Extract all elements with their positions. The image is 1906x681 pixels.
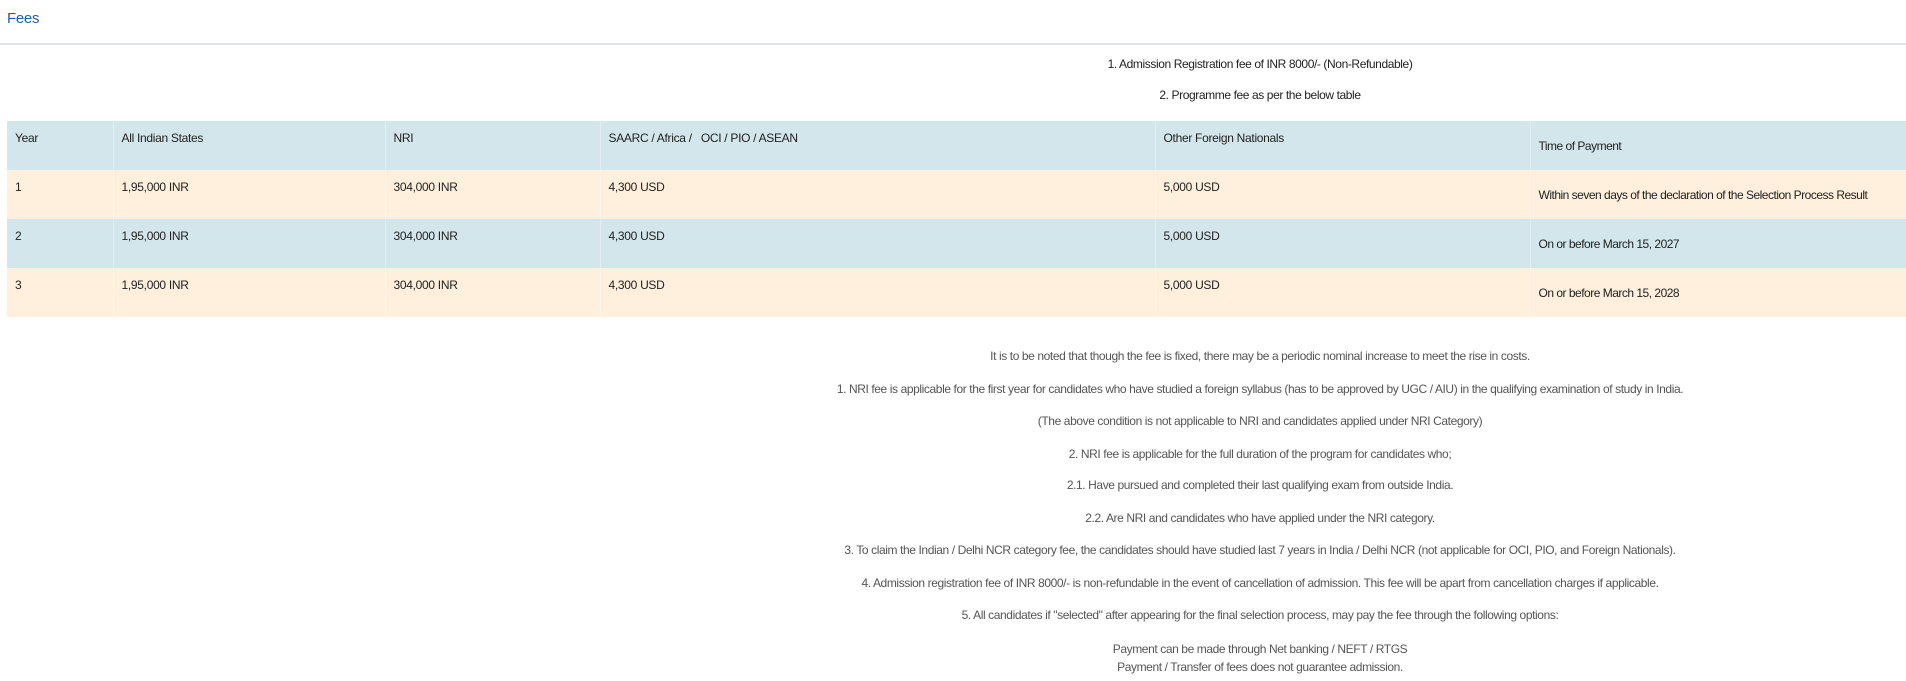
fee-table — [7, 121, 1906, 317]
column-header: Other Foreign Nationals — [1155, 121, 1530, 170]
divider — [0, 43, 1906, 45]
table-row — [7, 268, 1906, 317]
table-cell: 304,000 INR — [385, 170, 600, 219]
column-header: SAARC / Africa / OCI / PIO / ASEAN — [600, 121, 1155, 170]
column-header: Year — [7, 121, 113, 170]
note-fee-increase: It is to be noted that though the fee is fixed, there may be a periodic nominal increase to meet the rise in costs. — [990, 349, 1530, 363]
column-header: All Indian States — [113, 121, 385, 170]
table-cell: 3 — [7, 268, 113, 317]
intro-registration-fee: 1. Admission Registration fee of INR 8000/- (Non-Refundable) — [1107, 57, 1413, 71]
table-cell: On or before March 15, 2028 — [1530, 268, 1906, 317]
table-header-row — [7, 121, 1906, 170]
note-2-2: 2.2. Are NRI and candidates who have applied under the NRI category. — [1085, 511, 1435, 525]
note-5: 5. All candidates if "selected" after appearing for the final selection process, may pay the fee through the following options: — [961, 608, 1559, 622]
table-row — [7, 219, 1906, 268]
table-cell: 4,300 USD — [600, 268, 1155, 317]
note-3: 3. To claim the Indian / Delhi NCR category fee, the candidates should have studied last 7 years in India / Delhi NCR (not applicable for OCI, PIO, and Foreign Nationals). — [844, 543, 1676, 557]
payment-disclaimer: Payment / Transfer of fees does not guarantee admission. — [1117, 660, 1403, 674]
intro-programme-fee: 2. Programme fee as per the below table — [1159, 88, 1361, 102]
table-cell: 5,000 USD — [1155, 268, 1530, 317]
table-cell: 5,000 USD — [1155, 170, 1530, 219]
note-4: 4. Admission registration fee of INR 8000/- is non-refundable in the event of cancellation of admission. This fee will be apart from cancellation charges if applicable. — [861, 576, 1659, 590]
table-cell: Within seven days of the declaration of the Selection Process Result — [1530, 170, 1906, 219]
note-1: 1. NRI fee is applicable for the first year for candidates who have studied a foreign syllabus (has to be approved by UGC / AIU) in the qualifying examination of study in India. — [836, 382, 1684, 396]
column-header: Time of Payment — [1530, 121, 1906, 170]
table-cell: 4,300 USD — [600, 170, 1155, 219]
note-1-condition: (The above condition is not applicable to NRI and candidates applied under NRI Category) — [1037, 414, 1483, 428]
table-cell: 1,95,000 INR — [113, 268, 385, 317]
table-cell: 2 — [7, 219, 113, 268]
table-cell: 5,000 USD — [1155, 219, 1530, 268]
table-row — [7, 170, 1906, 219]
table-cell: On or before March 15, 2027 — [1530, 219, 1906, 268]
note-2-1: 2.1. Have pursued and completed their last qualifying exam from outside India. — [1066, 478, 1454, 492]
table-cell: 304,000 INR — [385, 268, 600, 317]
table-cell: 304,000 INR — [385, 219, 600, 268]
table-cell: 4,300 USD — [600, 219, 1155, 268]
table-cell: 1,95,000 INR — [113, 219, 385, 268]
table-cell: 1,95,000 INR — [113, 170, 385, 219]
note-2: 2. NRI fee is applicable for the full duration of the program for candidates who; — [1068, 447, 1452, 461]
payment-methods: Payment can be made through Net banking / NEFT / RTGS — [1112, 642, 1408, 656]
column-header: NRI — [385, 121, 600, 170]
table-cell: 1 — [7, 170, 113, 219]
page-title: Fees — [7, 10, 40, 27]
